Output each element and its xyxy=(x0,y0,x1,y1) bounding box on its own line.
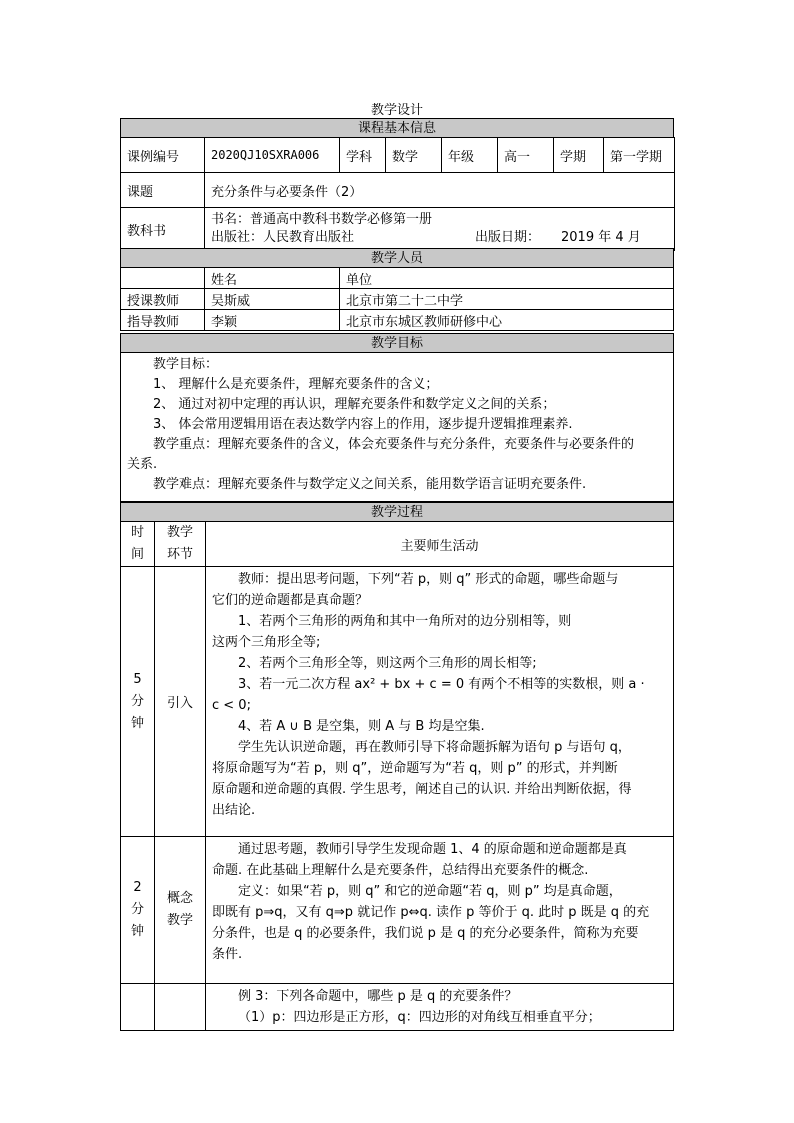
process-row xyxy=(121,984,674,1031)
activity-col-header: 主要师生活动 xyxy=(206,522,674,567)
term-value: 第一学期 xyxy=(604,138,675,173)
staff-name: 吴斯威 xyxy=(205,289,340,310)
row-time: 5 分 钟 xyxy=(121,567,155,837)
basic-info-header: 课程基本信息 xyxy=(120,118,674,138)
staff-unit: 北京市东城区教师研修中心 xyxy=(340,310,674,331)
staff-role: 指导教师 xyxy=(121,310,205,331)
process-row xyxy=(121,567,674,837)
textbook-info xyxy=(205,208,675,251)
row-stage: 概念 教学 xyxy=(155,837,206,984)
staff-table xyxy=(120,267,674,331)
goals-body xyxy=(120,352,674,502)
difficulty: 教学难点：理解充要条件与数学定义之间关系，能用数学语言证明充要条件. xyxy=(153,477,587,492)
publisher: 出版社：人民教育出版社 xyxy=(211,230,355,245)
key-point-cont: 关系. xyxy=(127,457,158,472)
staff-unit: 北京市第二十二中学 xyxy=(340,289,674,310)
row-stage: 引入 xyxy=(155,567,206,837)
pub-date-label: 出版日期： xyxy=(475,230,541,245)
pub-date: 2019 年 4 月 xyxy=(561,230,641,245)
staff-role: 授课教师 xyxy=(121,289,205,310)
staff-row xyxy=(121,289,674,310)
goal-item: 2、 通过对初中定理的再认识，理解充要条件和数学定义之间的关系； xyxy=(153,397,556,412)
document-title: 教学设计 xyxy=(370,103,423,118)
row-activity: 例 3：下列各命题中，哪些 p 是 q 的充要条件？ （1）p：四边形是正方形，q：四边形的对角线互相垂直平分； xyxy=(206,984,674,1031)
goals-header: 教学目标 xyxy=(120,333,674,353)
topic-label: 课题 xyxy=(121,173,205,208)
publisher-line xyxy=(211,229,668,247)
book-name: 书名：普通高中教科书数学必修第一册 xyxy=(211,212,433,227)
goal-item: 3、 体会常用逻辑用语在表达数学内容上的作用，逐步提升逻辑推理素养. xyxy=(153,417,573,432)
row-activity: 通过思考题，教师引导学生发现命题 1、4 的原命题和逆命题都是真 命题. 在此基础上理解什么是充要条件，总结得出充要条件的概念. 定义：如果“若 p，则 q” 和它的逆命题“若 q，则 p” 均是真命题， 即既有 p⇒q，又有 q⇒p 就记作 p⇔q. 读作 p 等价于 q. 此时 p 既是 q 的充 分条件，也是 q 的必要条件，我们说 p 是 q 的充分必要条件，简称为充要 条件. xyxy=(206,837,674,984)
lesson-id: 2020QJ10SXRA006 xyxy=(205,138,340,173)
row-time xyxy=(121,984,155,1031)
topic-value: 充分条件与必要条件（2） xyxy=(205,173,675,208)
key-point: 教学重点：理解充要条件的含义，体会充要条件与充分条件，充要条件与必要条件的 xyxy=(153,437,635,452)
row-activity: 教师：提出思考问题，下列“若 p，则 q” 形式的命题，哪些命题与 它们的逆命题都是真命题？ 1、若两个三角形的两角和其中一角所对的边分别相等，则 这两个三角形全等; 2、若两个三角形全等，则这两个三角形的周长相等; 3、若一元二次方程 ax² + bx + c = 0 有两个不相等的实数根，则 a · c < 0; 4、若 A ∪ B 是空集，则 A 与 B 均是空集. 学生先认识逆命题，再在教师引导下将命题拆解为语句 p 与语句 q， 将原命题写为“若 p，则 q”，逆命题写为“若 q，则 p” 的形式，并判断 原命题和逆命题的真假. 学生思考，阐述自己的认识. 并给出判断依据，得 出结论. xyxy=(206,567,674,837)
goal-item: 1、 理解什么是充要条件，理解充要条件的含义； xyxy=(153,377,439,392)
process-row xyxy=(121,837,674,984)
process-header: 教学过程 xyxy=(120,502,674,522)
staff-row xyxy=(121,310,674,331)
basic-info-table xyxy=(120,137,675,251)
lesson-id-label: 课例编号 xyxy=(121,138,205,173)
goals-intro: 教学目标： xyxy=(153,357,219,372)
grade-label: 年级 xyxy=(442,138,498,173)
term-label: 学期 xyxy=(554,138,604,173)
staff-role-header xyxy=(121,268,205,289)
time-col-header: 时 间 xyxy=(121,522,155,567)
subject-label: 学科 xyxy=(340,138,386,173)
row-stage xyxy=(155,984,206,1031)
textbook-label: 教科书 xyxy=(121,208,205,251)
staff-name: 李颖 xyxy=(205,310,340,331)
row-time: 2 分 钟 xyxy=(121,837,155,984)
staff-unit-header: 单位 xyxy=(340,268,674,289)
grade-value: 高一 xyxy=(498,138,554,173)
staff-header: 教学人员 xyxy=(120,248,674,268)
subject-value: 数学 xyxy=(386,138,442,173)
stage-col-header: 教学 环节 xyxy=(155,522,206,567)
process-table xyxy=(120,521,674,1031)
staff-name-header: 姓名 xyxy=(205,268,340,289)
